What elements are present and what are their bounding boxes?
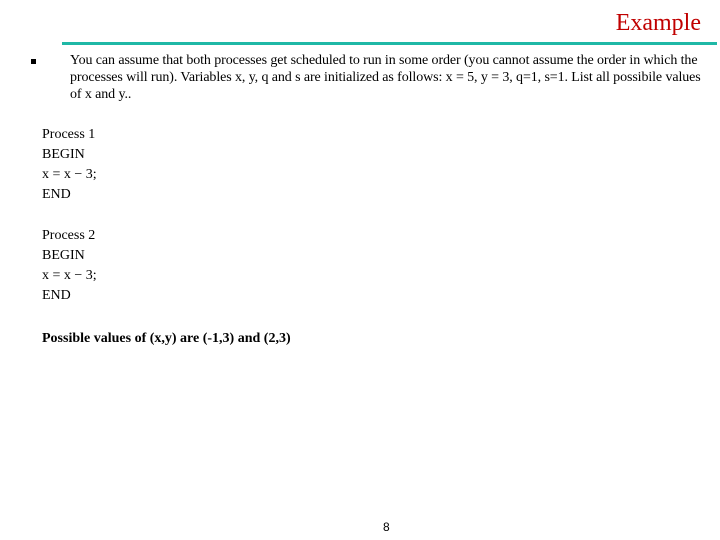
process-1-begin: BEGIN (42, 147, 85, 162)
bullet-square-icon (31, 59, 36, 64)
process-1-name: Process 1 (42, 127, 96, 142)
process-1-end: END (42, 187, 71, 202)
bullet-text: You can assume that both processes get scheduled to run in some order (you cannot assume the order in which the processes will run). Variables x, y, q and s are initialized as follows: x = 5, y = 3, q=1, s=1. List all possibile values of x and y.. (70, 53, 701, 102)
process-2-begin: BEGIN (42, 248, 85, 263)
slide-title: Example (615, 10, 701, 36)
process-2-statement: x = x − 3; (42, 268, 97, 283)
answer-text: Possible values of (x,y) are (-1,3) and (2,3) (42, 331, 291, 346)
process-1-statement: x = x − 3; (42, 167, 97, 182)
process-2-code (42, 226, 97, 306)
process-2-end: END (42, 288, 71, 303)
page-number: 8 (383, 520, 390, 534)
title-divider (62, 42, 717, 45)
process-2-name: Process 2 (42, 228, 96, 243)
process-1-code (42, 125, 97, 205)
